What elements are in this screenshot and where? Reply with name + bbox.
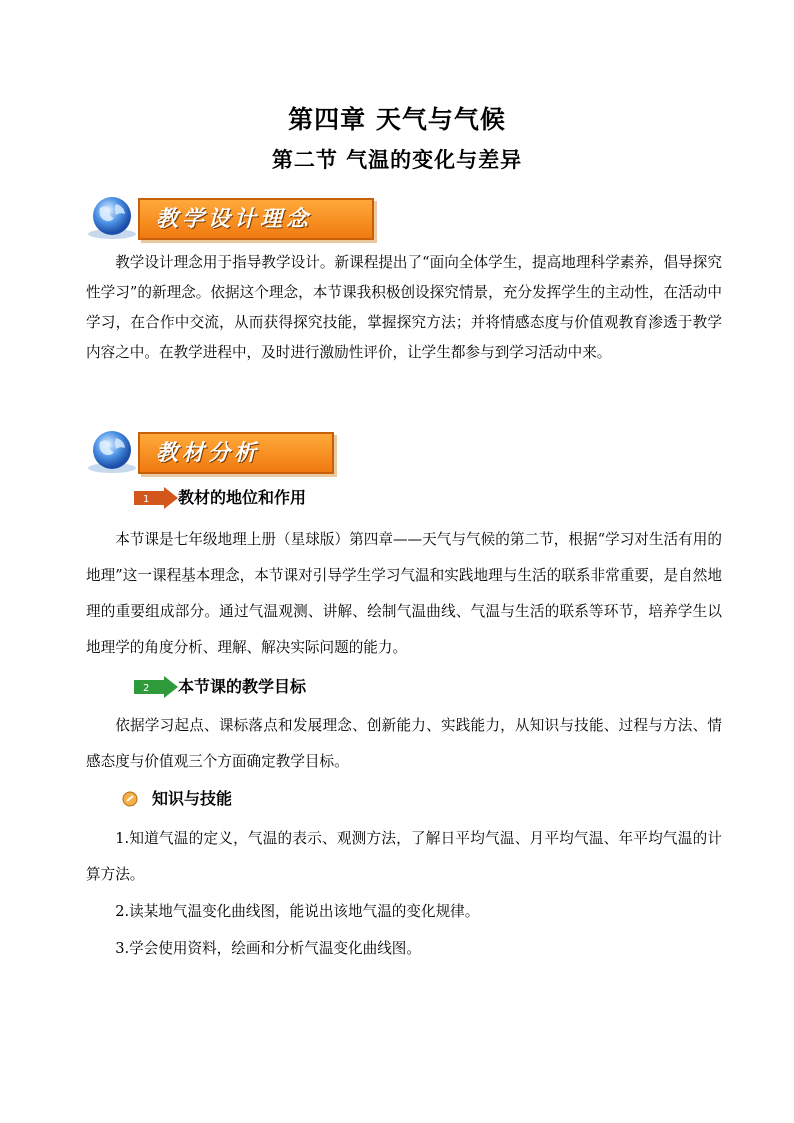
arrow-icon — [134, 676, 178, 698]
list-item — [86, 894, 722, 930]
list-item — [86, 821, 722, 893]
banner-teaching-design — [86, 190, 356, 246]
design-paragraph: 教学设计理念用于指导教学设计。新课程提出了“面向全体学生，提高地理科学素养，倡导探究性学习”的新理念。依据这个理念，本节课我积极创设探究情景，充分发挥学生的主动性，在活动中学习，在合作中交流，从而获得探究技能，掌握探究方法；并将情感态度与价值观教育渗透于教学内容之中。在教学进程中，及时进行激励性评价，让学生都参与到学习活动中来。 — [86, 254, 722, 361]
knowledge-skills-title: 知识与技能 — [152, 789, 233, 808]
globe-icon — [86, 428, 144, 476]
subsection-title: 本节课的教学目标 — [178, 677, 307, 696]
list-item-text: 2.读某地气温变化曲线图，能说出该地气温的变化规律。 — [115, 903, 480, 920]
list-item-text: 1.知道气温的定义，气温的表示、观测方法，了解日平均气温、月平均气温、年平均气温的计算方法。 — [86, 830, 722, 883]
list-item — [86, 931, 722, 967]
globe-icon — [86, 194, 144, 242]
goals-paragraph: 依据学习起点、课标落点和发展理念、创新能力、实践能力，从知识与技能、过程与方法、情感态度与价值观三个方面确定教学目标。 — [86, 717, 722, 770]
banner-label: 教学设计理念 — [138, 198, 374, 240]
banner-material-analysis — [86, 424, 356, 480]
subsection-title: 教材的地位和作用 — [178, 488, 307, 507]
subsection-number: 2 — [143, 683, 150, 694]
chapter-title: 第四章 天气与气候 — [288, 105, 506, 134]
subsection-number: 1 — [143, 494, 150, 505]
banner-label: 教材分析 — [138, 432, 334, 474]
arrow-icon — [134, 487, 178, 509]
section-title: 第二节 气温的变化与差异 — [271, 147, 523, 172]
list-item-text: 3.学会使用资料，绘画和分析气温变化曲线图。 — [115, 940, 421, 957]
bullet-icon — [122, 791, 138, 807]
position-paragraph: 本节课是七年级地理上册（星球版）第四章——天气与气候的第二节，根据“学习对生活有用的地理”这一课程基本理念，本节课对引导学生学习气温和实践地理与生活的联系非常重要，是自然地理的重要组成部分。通过气温观测、讲解、绘制气温曲线、气温与生活的联系等环节，培养学生以地理学的角度分析、理解、解决实际问题的能力。 — [86, 531, 722, 656]
